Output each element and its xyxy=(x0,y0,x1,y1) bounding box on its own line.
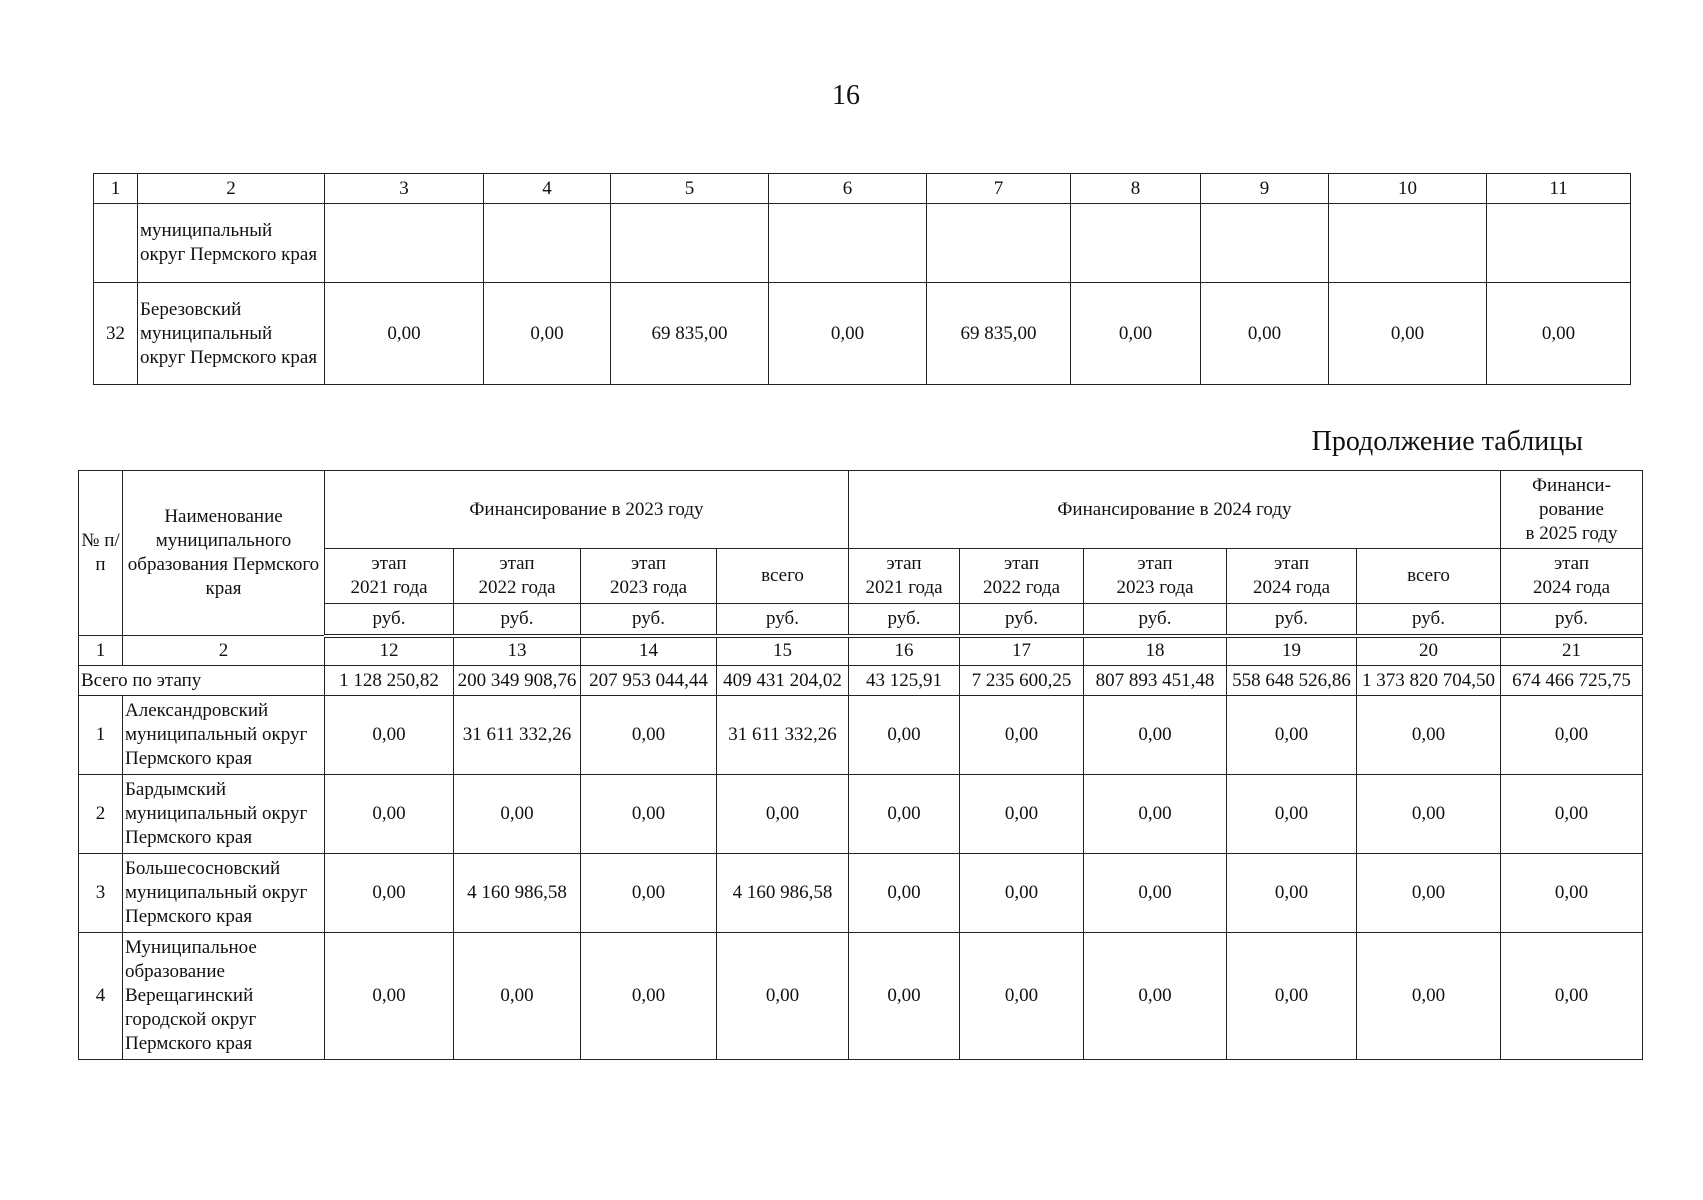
group-header-2024: Финансирование в 2024 году xyxy=(849,471,1501,549)
value-cell: 0,00 xyxy=(325,696,454,775)
value-cell xyxy=(1201,204,1329,283)
value-cell: 0,00 xyxy=(1084,696,1227,775)
value-cell xyxy=(1487,204,1631,283)
col-number-cell: 19 xyxy=(1227,636,1357,666)
value-cell: 31 611 332,26 xyxy=(454,696,581,775)
municipality-name: Александровский муниципальный округ Пермского края xyxy=(123,696,325,775)
value-cell: 0,00 xyxy=(960,854,1084,933)
unit-cell: руб. xyxy=(1227,604,1357,636)
value-cell: 0,00 xyxy=(1501,854,1643,933)
value-cell xyxy=(611,204,769,283)
total-label: Всего по этапу xyxy=(79,666,325,696)
col-number-cell: 1 xyxy=(79,636,123,666)
total-value: 807 893 451,48 xyxy=(1084,666,1227,696)
value-cell: 0,00 xyxy=(717,775,849,854)
value-cell: 0,00 xyxy=(849,696,960,775)
table-row xyxy=(79,696,1643,775)
col-number-cell: 4 xyxy=(484,174,611,204)
value-cell: 31 611 332,26 xyxy=(717,696,849,775)
value-cell: 0,00 xyxy=(1487,283,1631,385)
table-row xyxy=(79,854,1643,933)
value-cell: 0,00 xyxy=(1227,933,1357,1060)
value-cell: 0,00 xyxy=(1227,775,1357,854)
group-header-2025-line: Финанси- xyxy=(1532,474,1611,496)
value-cell: 0,00 xyxy=(960,775,1084,854)
stage-header: этап 2023 года xyxy=(1084,549,1227,604)
top-table xyxy=(93,173,1631,385)
col-header-number: № п/п xyxy=(79,471,123,636)
col-number-cell: 6 xyxy=(769,174,927,204)
col-number-cell: 2 xyxy=(123,636,325,666)
total-value: 1 128 250,82 xyxy=(325,666,454,696)
value-cell: 0,00 xyxy=(960,933,1084,1060)
col-number-cell: 2 xyxy=(138,174,325,204)
unit-cell: руб. xyxy=(581,604,717,636)
total-value: 1 373 820 704,50 xyxy=(1357,666,1501,696)
municipality-name: муниципальный округ Пермского края xyxy=(138,204,325,283)
col-number-cell: 9 xyxy=(1201,174,1329,204)
value-cell: 0,00 xyxy=(1501,933,1643,1060)
unit-cell: руб. xyxy=(325,604,454,636)
col-header-name: Наименование муниципального образования Пермского края xyxy=(123,471,325,636)
total-value: 409 431 204,02 xyxy=(717,666,849,696)
value-cell: 0,00 xyxy=(581,933,717,1060)
value-cell xyxy=(1329,204,1487,283)
value-cell: 0,00 xyxy=(581,775,717,854)
value-cell: 0,00 xyxy=(1357,696,1501,775)
col-number-cell: 10 xyxy=(1329,174,1487,204)
value-cell: 4 160 986,58 xyxy=(454,854,581,933)
table-row xyxy=(94,204,1631,283)
value-cell: 0,00 xyxy=(1357,854,1501,933)
col-number-cell: 18 xyxy=(1084,636,1227,666)
stage-header: этап 2022 года xyxy=(454,549,581,604)
page-number: 16 xyxy=(832,80,860,111)
total-value: 7 235 600,25 xyxy=(960,666,1084,696)
col-number-cell: 20 xyxy=(1357,636,1501,666)
value-cell xyxy=(927,204,1071,283)
column-number-row xyxy=(79,636,1643,666)
unit-cell: руб. xyxy=(717,604,849,636)
col-number-cell: 3 xyxy=(325,174,484,204)
stage-header: этап 2023 года xyxy=(581,549,717,604)
unit-cell: руб. xyxy=(1084,604,1227,636)
value-cell: 0,00 xyxy=(581,696,717,775)
group-header-2023: Финансирование в 2023 году xyxy=(325,471,849,549)
header-row-groups xyxy=(79,471,1643,549)
col-number-cell: 13 xyxy=(454,636,581,666)
value-cell: 0,00 xyxy=(484,283,611,385)
col-number-cell: 7 xyxy=(927,174,1071,204)
value-cell: 4 160 986,58 xyxy=(717,854,849,933)
value-cell: 0,00 xyxy=(581,854,717,933)
municipality-name: Березовский муниципальный округ Пермского края xyxy=(138,283,325,385)
row-number xyxy=(94,204,138,283)
col-number-cell: 5 xyxy=(611,174,769,204)
value-cell: 0,00 xyxy=(1357,933,1501,1060)
unit-cell: руб. xyxy=(849,604,960,636)
value-cell: 69 835,00 xyxy=(611,283,769,385)
total-value: 207 953 044,44 xyxy=(581,666,717,696)
municipality-name: Бардымский муниципальный округ Пермского края xyxy=(123,775,325,854)
value-cell: 0,00 xyxy=(1501,775,1643,854)
value-cell: 0,00 xyxy=(325,775,454,854)
row-number: 2 xyxy=(79,775,123,854)
municipality-name: Муниципальное образование Верещагинский городской округ Пермского края xyxy=(123,933,325,1060)
stage-header: этап 2021 года xyxy=(325,549,454,604)
total-value: 558 648 526,86 xyxy=(1227,666,1357,696)
value-cell: 0,00 xyxy=(849,775,960,854)
total-value: 674 466 725,75 xyxy=(1501,666,1643,696)
col-number-cell: 16 xyxy=(849,636,960,666)
value-cell: 0,00 xyxy=(325,283,484,385)
table-row xyxy=(94,283,1631,385)
value-cell: 0,00 xyxy=(1227,854,1357,933)
value-cell: 0,00 xyxy=(454,933,581,1060)
value-cell: 0,00 xyxy=(849,854,960,933)
unit-cell: руб. xyxy=(1357,604,1501,636)
col-number-cell: 12 xyxy=(325,636,454,666)
value-cell: 0,00 xyxy=(1084,933,1227,1060)
col-number-cell: 14 xyxy=(581,636,717,666)
value-cell: 0,00 xyxy=(1227,696,1357,775)
value-cell: 0,00 xyxy=(769,283,927,385)
value-cell xyxy=(1071,204,1201,283)
value-cell: 0,00 xyxy=(1201,283,1329,385)
unit-cell: руб. xyxy=(1501,604,1643,636)
unit-cell: руб. xyxy=(960,604,1084,636)
value-cell: 0,00 xyxy=(325,933,454,1060)
group-header-2025-line: рование xyxy=(1539,498,1604,520)
total-header: всего xyxy=(1357,549,1501,604)
value-cell: 0,00 xyxy=(849,933,960,1060)
col-number-cell: 17 xyxy=(960,636,1084,666)
municipality-name: Большесосновский муниципальный округ Пермского края xyxy=(123,854,325,933)
stage-header: этап 2021 года xyxy=(849,549,960,604)
stage-header: этап 2024 года xyxy=(1227,549,1357,604)
col-number-cell: 15 xyxy=(717,636,849,666)
value-cell: 0,00 xyxy=(454,775,581,854)
value-cell xyxy=(769,204,927,283)
table-continuation-caption: Продолжение таблицы xyxy=(1311,426,1583,457)
value-cell: 0,00 xyxy=(1329,283,1487,385)
row-number: 4 xyxy=(79,933,123,1060)
value-cell: 0,00 xyxy=(717,933,849,1060)
col-number-cell: 1 xyxy=(94,174,138,204)
total-value: 200 349 908,76 xyxy=(454,666,581,696)
value-cell xyxy=(325,204,484,283)
row-number: 1 xyxy=(79,696,123,775)
stage-header: этап 2024 года xyxy=(1501,549,1643,604)
table-row xyxy=(79,933,1643,1060)
total-row xyxy=(79,666,1643,696)
col-number-cell: 21 xyxy=(1501,636,1643,666)
unit-cell: руб. xyxy=(454,604,581,636)
row-number: 3 xyxy=(79,854,123,933)
value-cell: 0,00 xyxy=(1501,696,1643,775)
financing-table xyxy=(78,470,1643,1060)
value-cell: 0,00 xyxy=(1071,283,1201,385)
group-header-2025-line: в 2025 году xyxy=(1525,522,1618,544)
value-cell: 69 835,00 xyxy=(927,283,1071,385)
value-cell: 0,00 xyxy=(1084,775,1227,854)
total-header: всего xyxy=(717,549,849,604)
value-cell: 0,00 xyxy=(960,696,1084,775)
stage-header: этап 2022 года xyxy=(960,549,1084,604)
col-number-cell: 8 xyxy=(1071,174,1201,204)
table-row xyxy=(79,775,1643,854)
value-cell xyxy=(484,204,611,283)
total-value: 43 125,91 xyxy=(849,666,960,696)
value-cell: 0,00 xyxy=(1357,775,1501,854)
col-number-cell: 11 xyxy=(1487,174,1631,204)
value-cell: 0,00 xyxy=(325,854,454,933)
top-table-header-row xyxy=(94,174,1631,204)
row-number: 32 xyxy=(94,283,138,385)
group-header-2025 xyxy=(1501,471,1643,549)
value-cell: 0,00 xyxy=(1084,854,1227,933)
